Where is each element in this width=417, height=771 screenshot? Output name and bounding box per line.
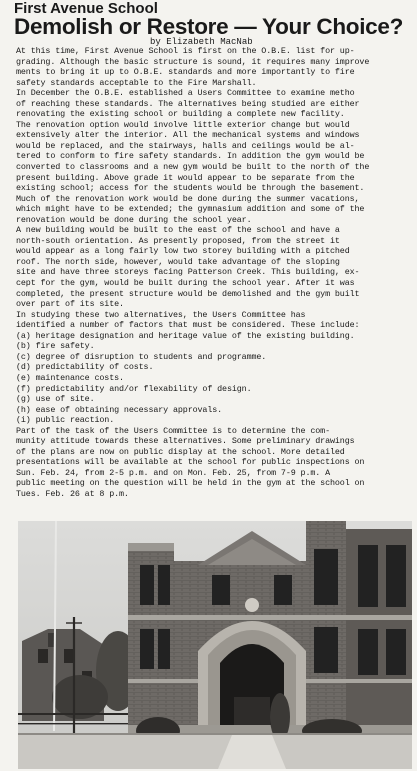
body-line: ments to bring it up to O.B.E. standards and more importantly to fire — [16, 67, 355, 78]
body-line: of reaching these standards. The alternatives being studied are either — [16, 98, 360, 109]
body-line: would be replaced, and the stairways, halls and ceilings would be al- — [16, 140, 355, 151]
body-line: grading. Although the basic structure is sound, it requires many improve — [16, 56, 370, 67]
body-line: (a) heritage designation and heritage value of the existing building. — [16, 330, 355, 341]
body-line: The renovation option would involve little exterior change but would — [16, 119, 350, 130]
body-line: cept for the gym, would be built during the school year. After it was — [16, 278, 355, 289]
body-line: Much of the renovation work would be done during the summer vacations, — [16, 193, 360, 204]
body-line: munity attitude towards these alternatives. Some preliminary drawings — [16, 436, 355, 447]
body-line: which might have to be extended; the gymnasium addition and some of the — [16, 204, 365, 215]
body-line: (b) fire safety. — [16, 341, 95, 352]
article-body — [16, 46, 416, 500]
body-line: Tues. Feb. 26 at 8 p.m. — [16, 488, 129, 499]
body-line: renovation would be done during the school year. — [16, 214, 252, 225]
body-line: present building. Above grade it would appear to be separate from the — [16, 172, 355, 183]
body-line: In December the O.B.E. established a Users Committee to examine metho — [16, 88, 355, 99]
body-line: site and have three storeys facing Patterson Creek. This building, ex- — [16, 267, 360, 278]
body-line: would appear as a long fairly low two storey building with a pitched — [16, 246, 350, 257]
body-line: safety standards acceptable to the Fire Marshall. — [16, 77, 257, 88]
body-line: tered to conform to fire safety standards. In addition the gym would be — [16, 151, 365, 162]
body-line: identified a number of factors that must be considered. These include: — [16, 320, 360, 331]
byline: by Elizabeth MacNab — [150, 37, 253, 47]
body-line: north-south orientation. As presently proposed, from the street it — [16, 235, 340, 246]
body-line: A new building would be built to the east of the school and have a — [16, 225, 340, 236]
body-line: of the plans are now on public display at the school. More detailed — [16, 446, 345, 457]
body-line: (h) ease of obtaining necessary approvals. — [16, 404, 223, 415]
body-line: roof. The north side, however, would take advantage of the sloping — [16, 256, 340, 267]
body-line: public meeting on the question will be held in the gym at the school on — [16, 478, 365, 489]
body-line: (f) predictability and/or flexability of design. — [16, 383, 252, 394]
body-line: presentations will be available at the school for public inspections on — [16, 457, 365, 468]
body-line: (e) maintenance costs. — [16, 372, 124, 383]
headline: Demolish or Restore — Your Choice? — [14, 14, 404, 39]
body-line: At this time, First Avenue School is first on the O.B.E. list for up- — [16, 46, 355, 56]
body-line: existing school; access for the students would be through the basement. — [16, 183, 365, 194]
body-line: (i) public reaction. — [16, 415, 115, 426]
body-line: (g) use of site. — [16, 394, 95, 405]
body-line: In studying these two alternatives, the Users Committee has — [16, 309, 306, 320]
kicker-title: First Avenue School — [14, 0, 158, 17]
body-line: (d) predictability of costs. — [16, 362, 154, 373]
body-line: Part of the task of the Users Committee is to determine the com- — [16, 425, 330, 436]
body-line: over part of its site. — [16, 299, 124, 310]
body-line: renovating the existing school or building a complete new facility. — [16, 109, 345, 120]
body-line: Sun. Feb. 24, from 2-5 p.m. and on Mon. Feb. 25, from 7-9 p.m. A — [16, 467, 330, 478]
body-line: (c) degree of disruption to students and programme. — [16, 351, 267, 362]
body-line: completed, the present structure would be demolished and the gym built — [16, 288, 360, 299]
body-line: converted to classrooms and a new gym would be built to the north of the — [16, 162, 370, 173]
body-line: extensively alter the interior. All the mechanical systems and windows — [16, 130, 360, 141]
school-building-photo — [18, 521, 412, 769]
